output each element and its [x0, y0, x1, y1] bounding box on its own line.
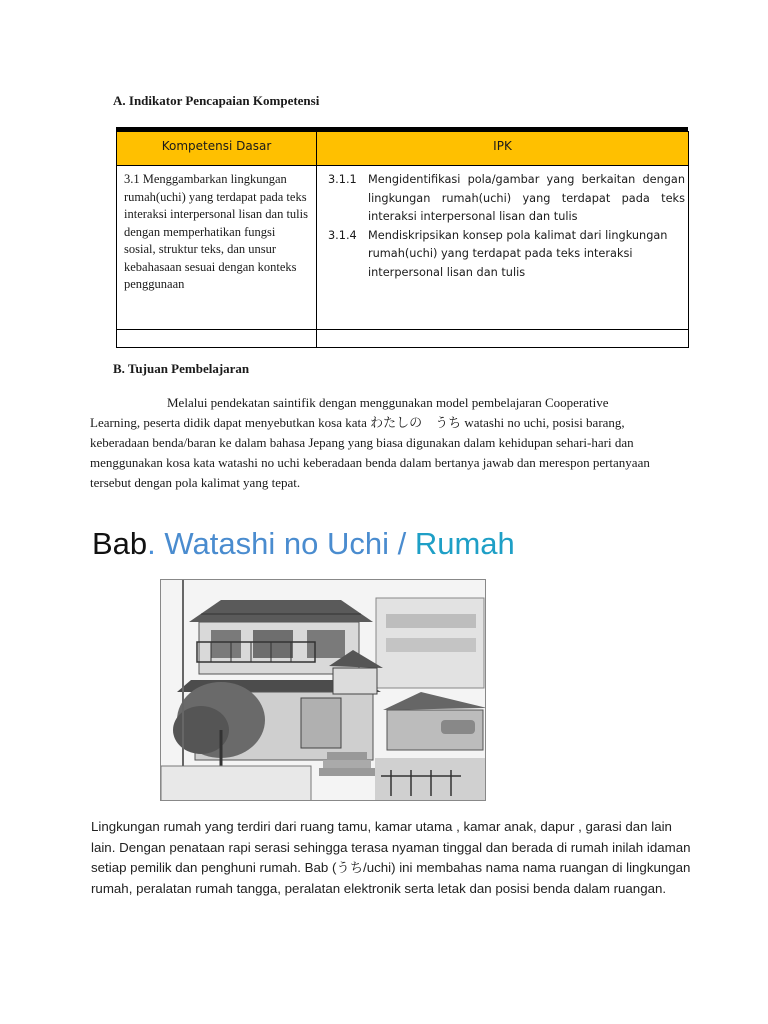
chapter-title-bab: Bab [92, 526, 148, 561]
chapter-title-dot: . [147, 526, 156, 561]
house-photo [160, 579, 486, 801]
tujuan-paragraph [90, 393, 656, 493]
house-illustration [161, 580, 486, 801]
chapter-title-main: Watashi no Uchi / [155, 526, 415, 561]
kd-text: 3.1 Menggambarkan lingkungan rumah(uchi) yang terdapat pada teks interaksi interpersonal lisan dan tulis dengan memperhatikan fungsi sosial, struktur teks, dan unsur kebahasaan sesuai dengan konteks penggunaan [124, 172, 308, 291]
chapter-description: Lingkungan rumah yang terdiri dari ruang tamu, kamar utama , kamar anak, dapur , garasi dan lain lain. Dengan penataan rapi serasi sehingga terasa nyaman tinggal dan berada di rumah inilah idaman setiap pemilik dan penghuni rumah. Bab (うち/uchi) ini membahas nama nama ruangan di lingkungan rumah, peralatan rumah tangga, peralatan elektronik serta letak dan posisi benda dalam ruangan. [91, 819, 691, 896]
section-a-heading: A. Indikator Pencapaian Kompetensi [113, 93, 320, 108]
empty-cell [317, 330, 689, 348]
section-b-heading: B. Tujuan Pembelajaran [113, 361, 250, 376]
ipk-text: Mengidentifikasi pola/gambar yang berkaitan dengan lingkungan rumah(uchi) yang terdapat pada teks interaksi interpersonal lisan dan tulis [368, 173, 685, 223]
chapter-title-rumah: Rumah [414, 526, 515, 561]
ipk-text: Mendiskripsikan konsep pola kalimat dari lingkungan rumah(uchi) yang terdapat pada teks interaksi interpersonal lisan dan tulis [368, 228, 668, 279]
ipk-number: 3.1.4 [328, 228, 357, 242]
header-ipk: IPK [317, 132, 689, 166]
ipk-item [328, 171, 685, 227]
ipk-cell [317, 166, 689, 330]
ipk-number: 3.1.1 [328, 173, 357, 186]
empty-cell [117, 330, 317, 348]
ipk-item [328, 227, 685, 283]
tujuan-text: Melalui pendekatan saintifik dengan menggunakan model pembelajaran Cooperative Learning, peserta didik dapat menyebutkan kosa kata わたしの うち watashi no uchi, posisi barang, keberadaan benda/baran ke dalam bahasa Jepang yang biasa digunakan dalam kehidupan sehari-hari dan menggunakan kosa kata watashi no uchi keberadaan benda dalam bertanya jawab dan merespon pertanyaan tersebut dengan pola kalimat yang tepat. [90, 395, 650, 490]
kd-ipk-table [116, 131, 689, 348]
chapter-title [92, 526, 515, 562]
competency-table [116, 127, 688, 348]
kd-cell [117, 166, 317, 330]
header-kompetensi-dasar: Kompetensi Dasar [117, 132, 317, 166]
